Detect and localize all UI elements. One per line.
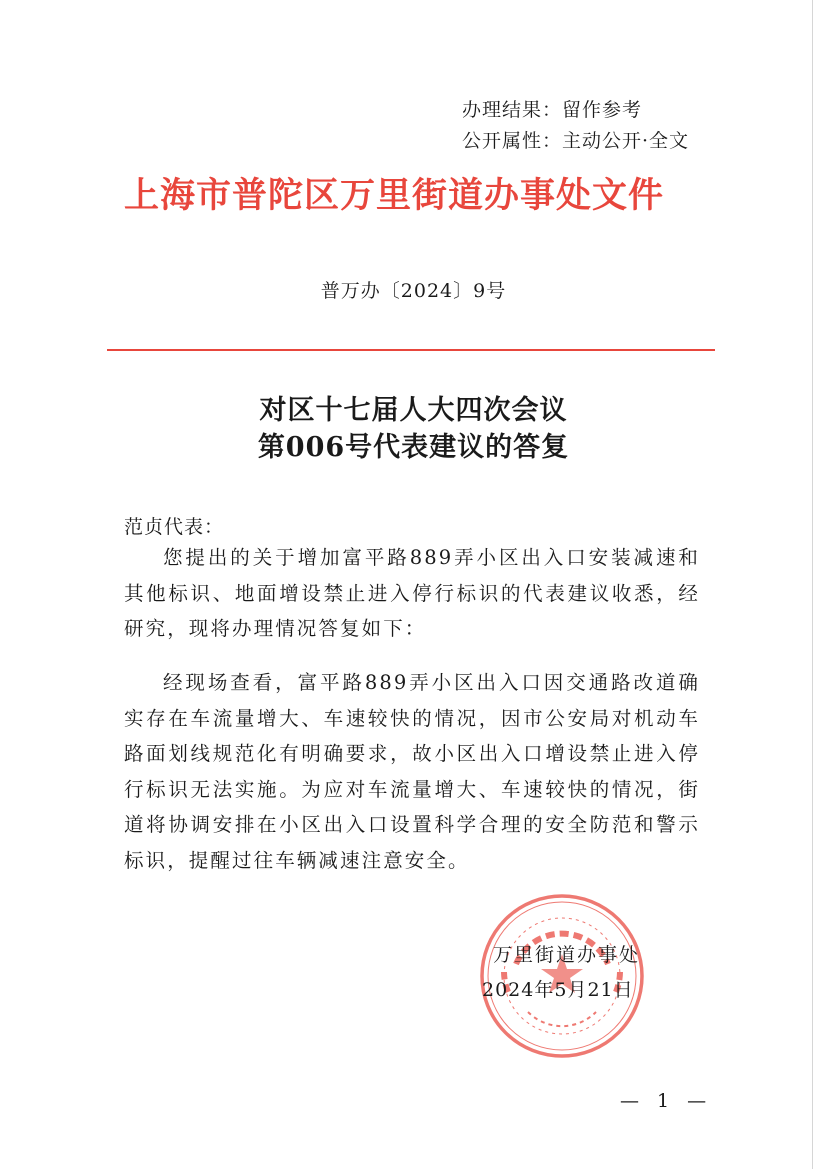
signature-date: 2024年5月21日 bbox=[482, 979, 634, 1001]
scan-edge bbox=[812, 0, 813, 1169]
disclosure-attribute: 公开属性：主动公开·全文 bbox=[462, 130, 690, 152]
salutation: 范贞代表： bbox=[124, 516, 225, 538]
signature-org: 万里街道办事处 bbox=[493, 944, 641, 966]
body-paragraph-2: 经现场查看，富平路889弄小区出入口因交通路改道确实存在车流量增大、车速较快的情况，因市公安局对机动车路面划线规范化有明确要求，故小区出入口增设禁止进入停行标识无法实施。为应对车流量增大、车速较快的情况，街道将协调安排在小区出入口设置科学合理的安全防范和警示标识，提醒过往车辆减速注意安全。 bbox=[124, 671, 700, 872]
red-divider bbox=[107, 349, 715, 351]
processing-result: 办理结果：留作参考 bbox=[462, 99, 643, 121]
page-number: — 1 — bbox=[620, 1090, 713, 1112]
doc-number: 普万办〔2024〕9号 bbox=[320, 280, 507, 302]
body-paragraph-1: 您提出的关于增加富平路889弄小区出入口安装减速和其他标识、地面增设禁止进入停行标识的代表建议收悉，经研究，现将办理情况答复如下： bbox=[124, 546, 700, 640]
title-line-2: 第006号代表建议的答复 bbox=[257, 432, 570, 463]
title-line-1: 对区十七届人大四次会议 bbox=[259, 395, 568, 426]
org-header: 上海市普陀区万里街道办事处文件 bbox=[124, 175, 665, 216]
